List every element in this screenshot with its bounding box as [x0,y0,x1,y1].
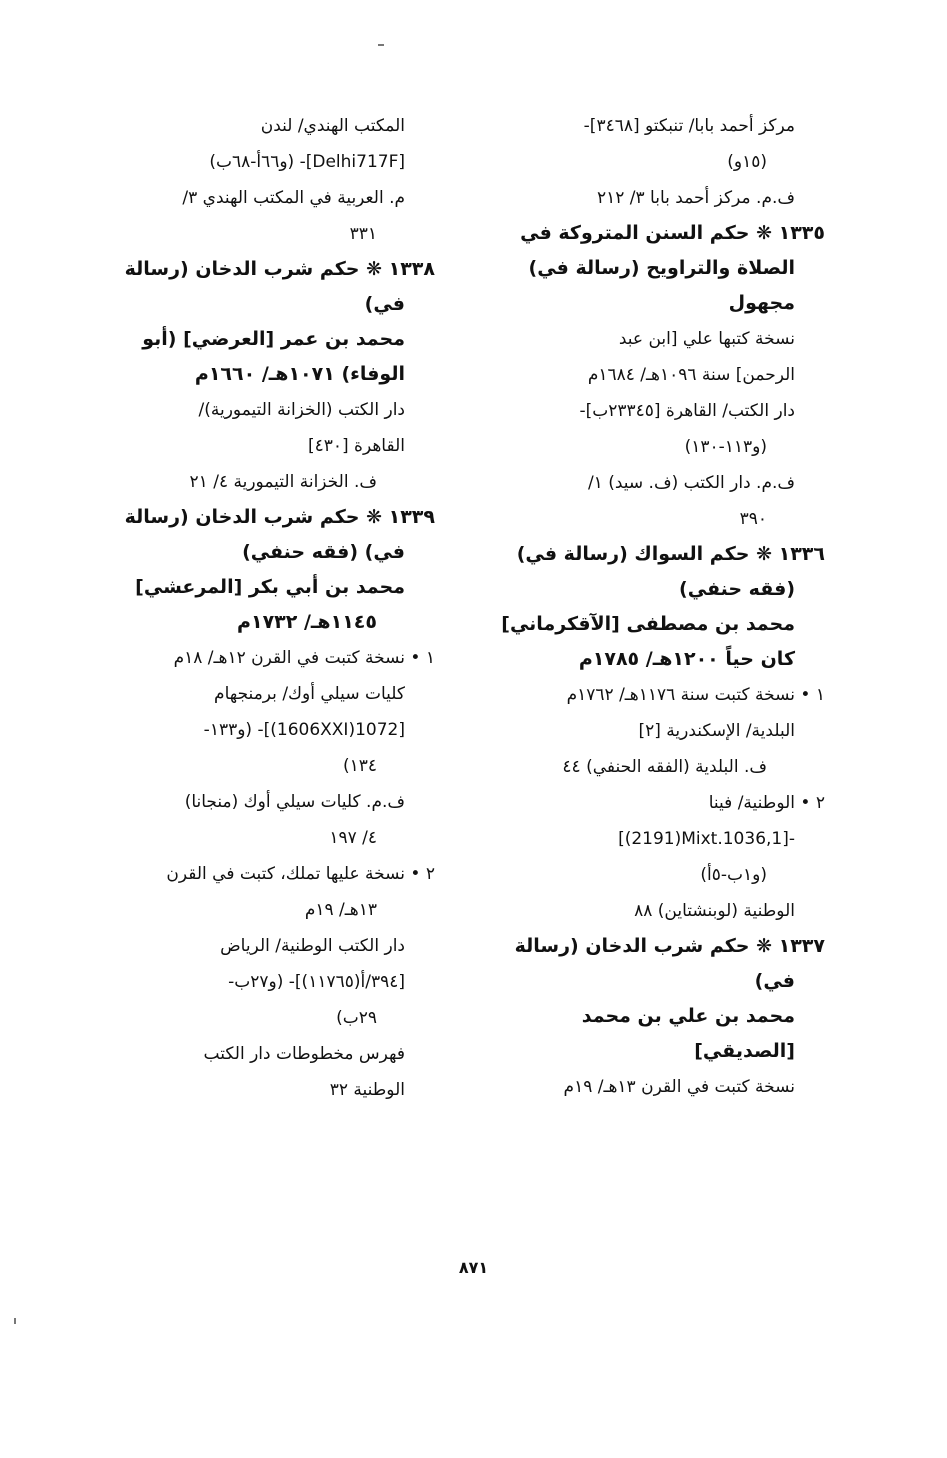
right-column-line: (فقه حنفي) [679,578,795,600]
right-column-line: الرحمن] سنة ١٠٩٦هـ/ ١٦٨٤م [587,365,795,385]
right-column-line: [(2191)Mixt.1036,1]- [618,829,795,849]
left-column-line: دار الكتب الوطنية/ الرياض [220,936,405,956]
right-column-line: (١٥و) [727,152,767,172]
left-column-line: [1072(1606XXI)]- (و١٣٣- [203,720,405,740]
left-column-line: [٣٩٤/أ(١١٧٦٥)]- (و٢٧ب- [228,972,405,992]
left-column-line: الوفاء) ١٠٧١هـ/ ١٦٦٠م [194,363,405,385]
right-column-line: كان حياً ١٢٠٠هـ/ ١٧٨٥م [578,648,795,670]
left-column-line: القاهرة [٤٣٠] [307,436,405,456]
right-column-line: مجهول [728,292,795,314]
left-column-line: الوطنية ٣٢ [329,1080,405,1100]
right-column-line: مركز أحمد بابا/ تنبكتو [٣٤٦٨]- [583,116,795,136]
left-column-line: في) [364,293,405,315]
left-column-line: المكتب الهندي/ لندن [260,116,405,136]
left-column-line: ف. الخزانة التيمورية ٤/ ٢١ [189,472,377,492]
left-column-line: ١٣هـ/ ١٩م [304,900,377,920]
left-column-line: ١٣٣٨ ❋ حكم شرب الدخان (رسالة [124,258,435,280]
page-number: ٨٧١ [458,1258,489,1277]
left-column-line: في) (فقه حنفي) [242,541,405,563]
left-column-line: فهرس مخطوطات دار الكتب [203,1044,405,1064]
right-column-line: ١٣٣٥ ❋ حكم السنن المتروكة في [520,222,825,244]
right-column [495,108,825,1105]
right-column-line: ١٣٣٧ ❋ حكم شرب الدخان (رسالة [514,935,825,957]
left-column-line: ١٣٣٩ ❋ حكم شرب الدخان (رسالة [124,506,435,528]
left-column-line: ١١٤٥هـ/ ١٧٣٢م [237,611,377,633]
right-column-line: ٣٩٠ [739,509,767,529]
right-column-line: ف.م. مركز أحمد بابا ٣/ ٢١٢ [596,188,795,208]
left-column-line: ٤/ ١٩٧ [329,828,377,848]
right-column-line: ١٣٣٦ ❋ حكم السواك (رسالة في) [516,543,825,565]
right-column-line: نسخة كتبها علي [ابن عبد [618,329,795,349]
right-column-line: نسخة كتبت في القرن ١٣هـ/ ١٩م [563,1077,795,1097]
left-column-line: محمد بن أبي بكر [المرعشي] [135,576,405,598]
right-column-line: ١ • نسخة كتبت سنة ١١٧٦هـ/ ١٧٦٢م [566,685,825,705]
left-column [105,108,435,1108]
left-column-line: ٢ • نسخة عليها تملك، كتبت في القرن [166,864,435,884]
right-column-line: في) [754,970,795,992]
right-column-line: محمد بن مصطفى [الآقكرماني] [501,613,795,635]
right-column-line: محمد بن علي بن محمد [581,1005,795,1027]
left-column-line: ١ • نسخة كتبت في القرن ١٢هـ/ ١٨م [173,648,435,668]
right-column-line: (و١١٣-١٣٠) [684,437,767,457]
right-column-line: ف. البلدية (الفقه الحنفي) ٤٤ [562,757,767,777]
right-column-line: (و١ب-٥أ) [700,865,767,885]
left-column-line: محمد بن عمر [العرضي] (أبو [142,328,405,350]
left-column-line: ف.م. كليات سيلي أوك (منجانا) [184,792,405,812]
right-column-line: الصلاة والتراويح (رسالة في) [528,257,795,279]
scan-mark-left [14,1318,16,1324]
left-column-line: [Delhi717F]- (و٦٦أ-٦٨ب) [209,152,405,172]
right-column-line: الوطنية (لوبنشتاين) ٨٨ [634,901,795,921]
left-column-line: دار الكتب (الخزانة التيمورية)/ [198,400,405,420]
left-column-line: ١٣٤) [342,756,377,776]
left-column-line: كليات سيلي أوك/ برمنجهام [214,684,405,704]
right-column-line: [الصديقي] [694,1040,795,1062]
left-column-line: ٢٩ب) [336,1008,377,1028]
right-column-line: ف.م. دار الكتب (ف. سيد) ١/ [587,473,795,493]
left-column-line: ٣٣١ [349,224,377,244]
scan-mark-top [378,44,384,46]
right-column-line: البلدية/ الإسكندرية [٢] [638,721,795,741]
right-column-line: دار الكتب/ القاهرة [٢٣٣٤٥ب]- [579,401,795,421]
right-column-line: ٢ • الوطنية/ فينا [708,793,825,813]
left-column-line: م. العربية في المكتب الهندي ٣/ [182,188,405,208]
